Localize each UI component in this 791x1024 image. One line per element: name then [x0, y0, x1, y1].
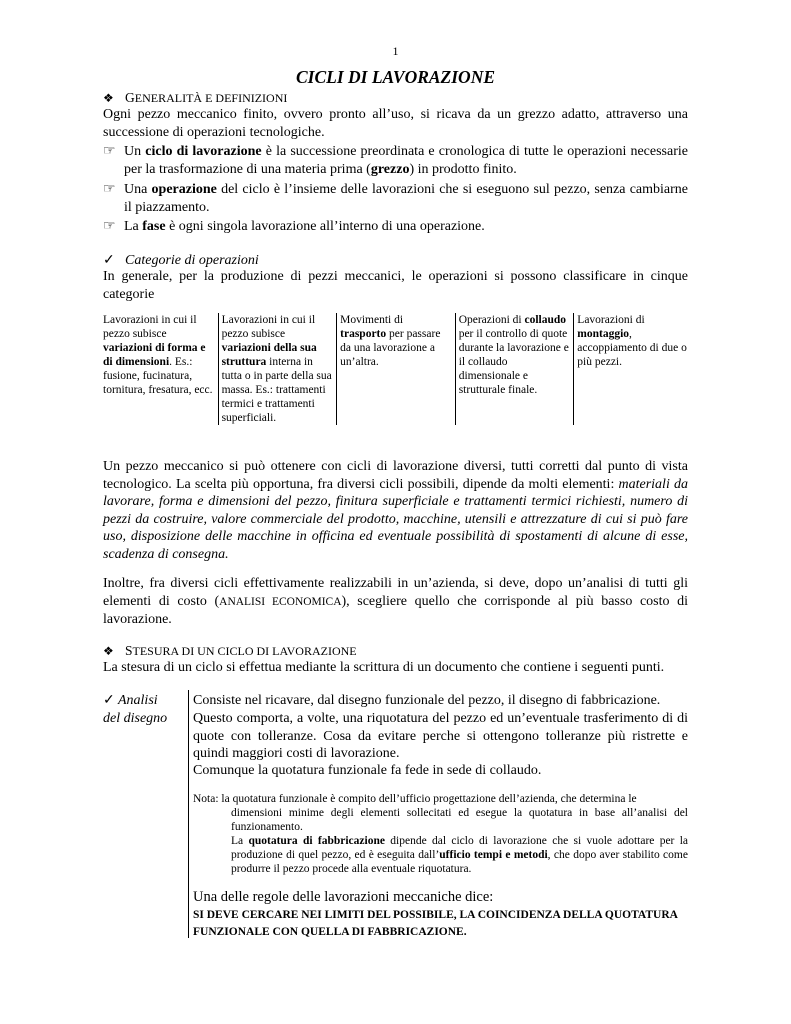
note-block: Nota: la quotatura funzionale è compito dell’ufficio progettazione dell’azienda, che determina le dimensioni minime degli elementi sollecitati ed esegue la quotatura in base all’analisi del funzionamento. La quotatura di fabbricazione dipende dal ciclo di lavorazione che si vuole adottare per la produzione di quel pezzo, ed è eseguita dall’ufficio tempi e metodi, che dopo aver stabilito come produrre il pezzo procede alla eventuale riquotatura. [193, 793, 688, 875]
category-cell: Lavorazioni in cui il pezzo subisce variazioni di forma e di dimensioni. Es.: fusione, fucinatura, tornitura, fresatura, ecc. [103, 314, 213, 396]
page-number: 1 [392, 44, 399, 58]
check-icon: ✓ [103, 253, 115, 268]
categories-heading: ✓ Categorie di operazioni [103, 253, 259, 268]
paragraph-cicli: Un pezzo meccanico si può ottenere con cicli di lavorazione diversi, tutti corretti dal punto di vista tecnologico. La scelta più opportuna, fra diversi cicli possibili, dipende da molti elementi: materiali da lavorare, forma e dimensioni del pezzo, finitura superficiale e trattamenti termici richiesti, numero di pezzi da costruire, valore commerciale del prodotto, macchine, utensili e attrezzature di cui si può fare uso, disposizione delle macchine in officina ed eventuale possibilità di spostamenti di alcune di esse, scadenza di consegna. [103, 459, 688, 562]
definition-operazione: ☞ Una operazione del ciclo è l’insieme delle lavorazioni che si eseguono sul pezzo, senza cambiarne il piazzamento. [103, 182, 688, 215]
category-cell: Lavorazioni di montaggio, accoppiamento di due o più pezzi. [574, 313, 692, 425]
analisi-line3: Comunque la quotatura funzionale fa fede in sede di collaudo. [193, 763, 542, 778]
analisi-label: ✓ Analisi del disegno [103, 693, 168, 726]
categories-intro: In generale, per la produzione di pezzi meccanici, le operazioni si possono classificare in cinque categorie [103, 269, 688, 302]
rule-intro: Una delle regole delle lavorazioni meccaniche dice: [193, 889, 494, 905]
analisi-line1: Consiste nel ricavare, dal disegno funzionale del pezzo, il disegno di fabbricazione. [193, 693, 661, 708]
pointing-hand-icon: ☞ [103, 219, 116, 234]
pointing-hand-icon: ☞ [103, 182, 116, 197]
category-cell: Operazioni di collaudo per il controllo di quote durante la lavorazione e il collaudo dimensionale e strutturale finale. [455, 313, 574, 425]
analisi-line2: Questo comporta, a volte, una riquotatura del pezzo ed un’eventuale trasferimento di di quote con tolleranze. Cosa da evitare perche si ottengono tolleranze più ristrette e quindi maggiori costi di lavorazione. [193, 711, 688, 761]
category-cell: Lavorazioni in cui il pezzo subisce variazioni della sua struttura interna in tutta o in parte della sua massa. Es.: trattamenti termici e trattamenti superficiali. [218, 313, 337, 425]
section-heading-stesura: ❖ STESURA DI UN CICLO DI LAVORAZIONE [103, 643, 357, 658]
stesura-intro: La stesura di un ciclo si effettua mediante la scrittura di un documento che contiene i seguenti punti. [103, 660, 665, 675]
diamond-bullet-icon: ❖ [103, 644, 114, 658]
definition-fase: ☞ La fase è ogni singola lavorazione all’interno di una operazione. [103, 219, 485, 234]
definition-ciclo: ☞ Un ciclo di lavorazione è la successione preordinata e cronologica di tutte le operazioni necessarie per la trasformazione di una materia prima (grezzo) in prodotto finito. [103, 144, 688, 177]
section-heading-generalita: ❖ GENERALITÀ E DEFINIZIONI [103, 90, 288, 105]
category-cell: Movimenti di trasporto per passare da una lavorazione a un’altra. [337, 313, 456, 425]
intro-paragraph: Ogni pezzo meccanico finito, ovvero pronto all’uso, si ricava da un grezzo adatto, attraverso una successione di operazioni tecnologiche. [103, 107, 688, 140]
categories-table [100, 313, 692, 425]
page-title: CICLI DI LAVORAZIONE [295, 67, 496, 87]
rule-statement: SI DEVE CERCARE NEI LIMITI DEL POSSIBILE, LA COINCIDENZA DELLA QUOTATURA FUNZIONALE CON QUELLA DI FABBRICAZIONE. [193, 909, 678, 938]
paragraph-analisi-economica: Inoltre, fra diversi cicli effettivamente realizzabili in un’azienda, si deve, dopo un’analisi di tutti gli elementi di costo (ANALISI ECONOMICA), scegliere quello che corrisponde al più basso costo di lavorazione. [103, 576, 689, 627]
check-icon: ✓ [103, 693, 115, 708]
pointing-hand-icon: ☞ [103, 144, 116, 159]
diamond-bullet-icon: ❖ [103, 91, 114, 105]
divider-line [188, 690, 189, 938]
